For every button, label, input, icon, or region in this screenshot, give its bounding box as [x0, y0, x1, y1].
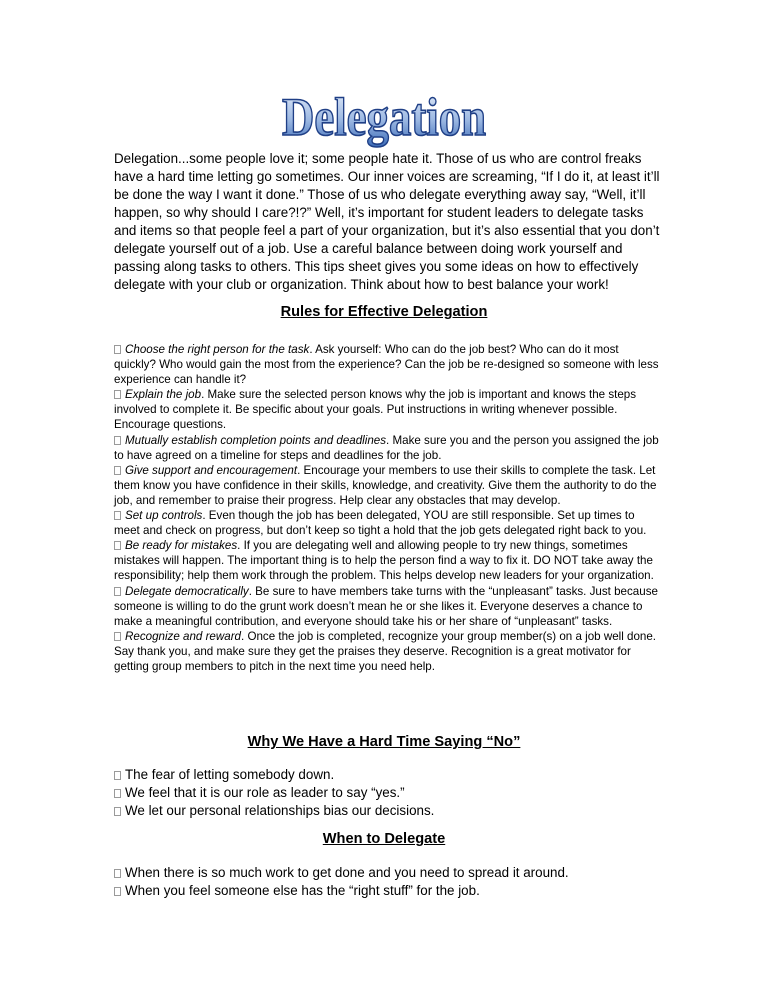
rule-text: . Even though the job has been delegated, YOU are still responsible. Set up times to meet and check on progress, but don’t keep so tight a hold that the job gets delegated right back to you.: [114, 509, 647, 538]
rule-text: . Encourage your members to use their skills to complete the task. Let them know you have confidence in their skills, knowledge, and creativity. Give them the authority to do the job, and remember to praise their progress. Help clear any obstacles that may develop.: [114, 463, 657, 507]
rule-text: . Make sure the selected person knows why the job is important and knows the steps involved to complete it. Be specific about your goals. Put instructions in writing whenever possible. Encourage questions.: [114, 388, 637, 432]
checkbox-glyph-icon: [114, 869, 121, 878]
title-logo: [278, 86, 490, 148]
list-item-text: We feel that it is our role as leader to say “yes.”: [125, 785, 405, 800]
list-item: [114, 387, 662, 432]
title-logo-text: Delegation: [282, 87, 486, 147]
rule-text: . Be sure to have members take turns with the “unpleasant” tasks. Just because someone is willing to do the grunt work doesn’t mean he or she likes it. Everyone deserves a chance to make a meaningful contribution, and everyone should take his or her share of “unpleasant” tasks.: [114, 584, 658, 628]
rules-heading: Rules for Effective Delegation: [280, 304, 488, 320]
list-item: [114, 584, 662, 629]
list-item: [114, 342, 662, 387]
checkbox-glyph-icon: [114, 632, 121, 641]
rule-lead: Delegate democratically: [125, 584, 249, 598]
checkbox-glyph-icon: [114, 807, 121, 816]
checkbox-glyph-icon: [114, 887, 121, 896]
checkbox-glyph-icon: [114, 511, 121, 520]
list-item: [114, 882, 662, 900]
checkbox-glyph-icon: [114, 541, 121, 550]
rule-text: . Make sure you and the person you assigned the job to have agreed on a timeline for steps and deadlines for the job.: [114, 433, 659, 462]
rule-lead: Be ready for mistakes: [125, 539, 238, 553]
rule-text: . Ask yourself: Who can do the job best? Who can do it most quickly? Who would gain the most from the experience? Can the job be re-designed so someone with less experience can handle it?: [114, 343, 659, 387]
rule-lead: Mutually establish completion points and deadlines: [125, 433, 387, 447]
list-item: [114, 508, 662, 538]
checkbox-glyph-icon: [114, 345, 121, 354]
rule-lead: Recognize and reward: [125, 629, 242, 643]
checkbox-glyph-icon: [114, 789, 121, 798]
rule-text: . If you are delegating well and allowing people to try new things, sometimes mistakes will happen. The important thing is to help the person find a way to fix it. DO NOT take away the responsibility; help them work through the problem. This helps develop new leaders for your organization.: [114, 539, 654, 583]
list-item: [114, 538, 662, 583]
rules-list: [114, 342, 662, 674]
checkbox-glyph-icon: [114, 466, 121, 475]
list-item: [114, 463, 662, 508]
rule-lead: Choose the right person for the task: [125, 343, 310, 356]
list-item: [114, 433, 662, 463]
list-item-text: When there is so much work to get done and you need to spread it around.: [125, 865, 569, 880]
list-item-text: When you feel someone else has the “right stuff” for the job.: [125, 883, 480, 898]
rule-lead: Set up controls: [125, 509, 203, 523]
list-item: [114, 629, 662, 674]
saying-no-heading: Why We Have a Hard Time Saying “No”: [247, 734, 521, 750]
checkbox-glyph-icon: [114, 436, 121, 445]
list-item: [114, 784, 662, 802]
intro-paragraph: Delegation...some people love it; some people hate it. Those of us who are control freaks have a hard time letting go sometimes. Our inner voices are screaming, “If I do it, at least it’ll be done the way I want it done.” Those of us who delegate everything away say, “Well, it’ll happen, so why should I care?!?” Well, it’s important for student leaders to delegate tasks and items so that people feel a part of your organization, but it’s also essential that you don’t delegate yourself out of a job. Use a careful balance between doing work yourself and passing along tasks to others. This tips sheet gives you some ideas on how to effectively delegate with your club or organization. Think about how to best balance your work!: [114, 151, 660, 292]
rule-lead: Give support and encouragement: [125, 463, 298, 477]
when-to-delegate-list: [114, 864, 662, 900]
when-to-delegate-heading: When to Delegate: [322, 831, 446, 847]
checkbox-glyph-icon: [114, 390, 121, 399]
list-item-text: We let our personal relationships bias our decisions.: [125, 803, 435, 818]
checkbox-glyph-icon: [114, 587, 121, 596]
list-item: [114, 802, 662, 820]
list-item-text: The fear of letting somebody down.: [125, 767, 335, 782]
rule-text: . Once the job is completed, recognize your group member(s) on a job well done. Say thank you, and make sure they get the praises they deserve. Recognition is a great motivator for getting group members to pitch in the next time you need help.: [114, 629, 657, 673]
list-item: [114, 864, 662, 882]
checkbox-glyph-icon: [114, 771, 121, 780]
saying-no-list: [114, 766, 662, 820]
rule-lead: Explain the job: [125, 388, 202, 402]
list-item: [114, 766, 662, 784]
